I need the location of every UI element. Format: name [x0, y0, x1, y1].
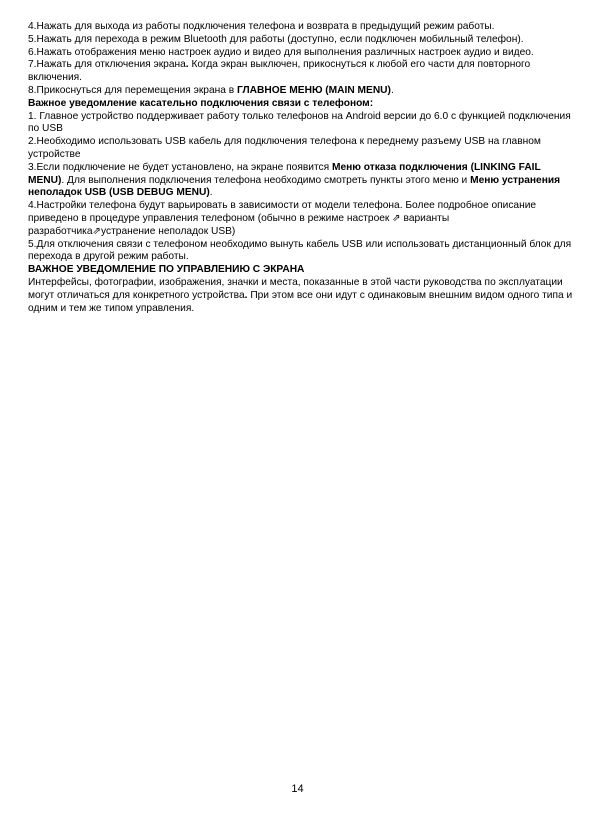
text-run: 4.Настройки телефона будут варьировать в зависимости от модели телефона. Более подробное описание приведено в процедуре управления телефоном (обычно в режиме настроек ⇗ варианты разработчика⇗устранение неполадок USB)	[28, 200, 537, 237]
text-run: 1. Главное устройство поддерживает работу только телефонов на Android версии до 6.0 с функцией подключения по USB	[28, 110, 571, 135]
text-run: 7.Нажать для отключения экрана	[28, 59, 186, 71]
bold-text: Меню устранения неполадок USB (USB DEBUG MENU)	[28, 174, 561, 199]
paragraph-note4	[28, 200, 573, 238]
bold-text: Меню отказа подключения (LINKING FAIL MENU)	[28, 161, 541, 186]
paragraph-item6	[28, 47, 573, 60]
paragraph-note5	[28, 239, 573, 265]
text-run: 8.Прикоснуться для перемещения экрана в	[28, 84, 238, 96]
text-run: 2.Необходимо использовать USB кабель для подключения телефона к переднему разъему USB на главном устройстве	[28, 136, 541, 160]
paragraph-note2	[28, 136, 573, 162]
text-run: Когда экран выключен, прикоснуться к любой его части для повторного включения.	[28, 59, 531, 84]
text-run: 5.Для отключения связи с телефоном необходимо вынуть кабель USB или использовать дистанционный блок для перехода в другой режим работы.	[28, 238, 572, 263]
text-run: Важное уведомление касательно подключения связи с телефоном:	[28, 97, 374, 109]
bold-text: ГЛАВНОЕ МЕНЮ (MAIN MENU)	[237, 84, 391, 96]
paragraph-heading-phone	[28, 98, 573, 111]
bold-text: .	[244, 289, 248, 301]
page-number: 14	[291, 783, 304, 795]
paragraph-item8	[28, 85, 573, 98]
bold-text: .	[185, 59, 189, 71]
text-run: При этом все они идут с одинаковым внешним видом одного типа и одним и тем же типом управления.	[28, 289, 573, 314]
text-run: Интерфейсы, фотографии, изображения, значки и места, показанные в этой части руководства по эксплуатации могут отличаться для конкретного устройства	[28, 276, 563, 301]
text-run: 4.Нажать для выхода из работы подключения телефона и возврата в предыдущий режим работы.	[28, 21, 495, 32]
text-run: 3.Если подключение не будет установлено, на экране появится	[28, 161, 332, 173]
paragraph-item7	[28, 59, 573, 85]
paragraph-heading-screen	[28, 264, 573, 277]
paragraph-note1	[28, 111, 573, 137]
document-body	[28, 21, 573, 315]
text-run: 5.Нажать для перехода в режим Bluetooth для работы (доступно, если подключен мобильный телефон).	[28, 33, 524, 45]
text-run: . Для выполнения подключения телефона необходимо смотреть пункты этого меню и	[61, 174, 471, 186]
paragraph-note3	[28, 162, 573, 200]
paragraph-screen-note	[28, 277, 573, 315]
text-run: .	[209, 187, 213, 199]
text-run: .	[390, 84, 394, 96]
text-run: ВАЖНОЕ УВЕДОМЛЕНИЕ ПО УПРАВЛЕНИЮ С ЭКРАНА	[28, 264, 305, 276]
paragraph-item5	[28, 34, 573, 47]
paragraph-item4	[28, 21, 573, 34]
text-run: 6.Нажать отображения меню настроек аудио и видео для выполнения различных настроек аудио и видео.	[28, 46, 534, 58]
